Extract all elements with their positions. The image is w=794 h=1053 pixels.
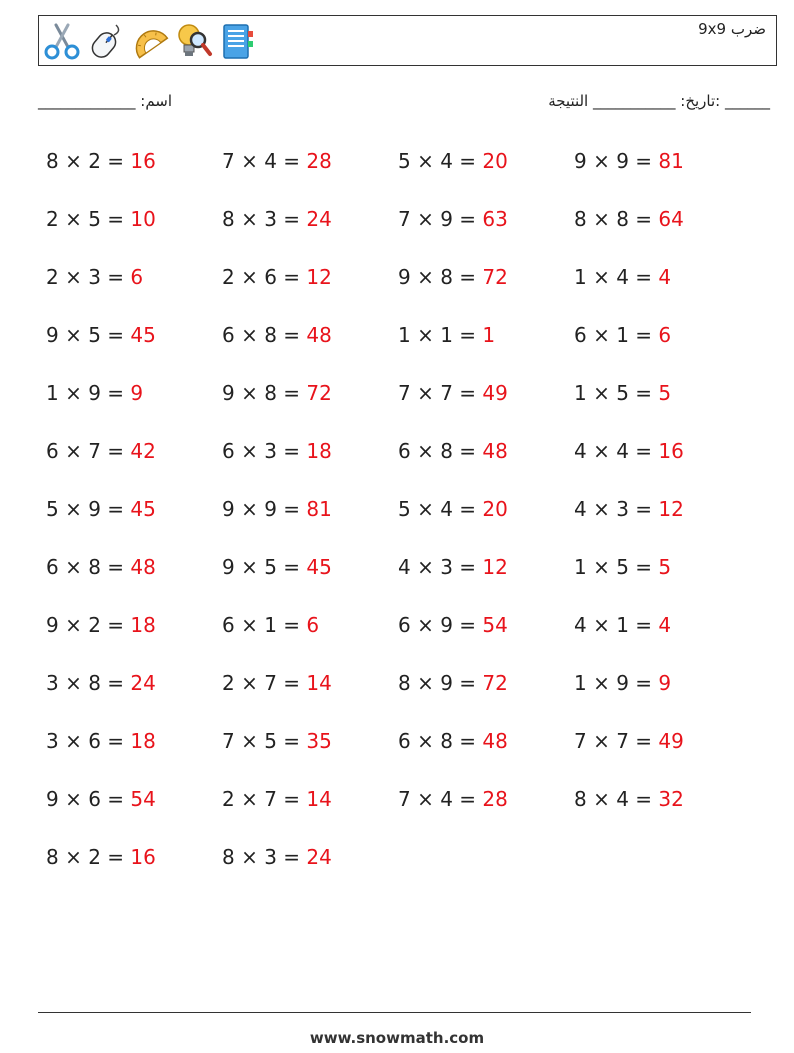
problem-answer: 20: [482, 497, 508, 521]
problem-question: 8 × 3 =: [222, 207, 307, 231]
problem-answer: 64: [658, 207, 684, 231]
problem-question: 3 × 6 =: [46, 729, 131, 753]
problem-question: 6 × 8 =: [398, 439, 483, 463]
footer-url: www.snowmath.com: [309, 1029, 485, 1047]
problem-question: 5 × 4 =: [398, 149, 483, 173]
problem-answer: 24: [130, 671, 156, 695]
problem-answer: 12: [658, 497, 684, 521]
problem-question: 6 × 9 =: [398, 613, 483, 637]
problem-item: [46, 201, 222, 259]
header-icons: [42, 21, 258, 61]
problem-question: 1 × 9 =: [46, 381, 131, 405]
problem-item: [46, 723, 222, 781]
problem-question: 7 × 4 =: [222, 149, 307, 173]
problem-answer: 24: [306, 845, 332, 869]
problem-question: 3 × 8 =: [46, 671, 131, 695]
problem-item: [574, 375, 750, 433]
problem-question: 2 × 5 =: [46, 207, 131, 231]
problem-item: [46, 317, 222, 375]
problem-item: [398, 723, 574, 781]
problem-item: [46, 607, 222, 665]
problem-question: 7 × 4 =: [398, 787, 483, 811]
problem-answer: 45: [306, 555, 332, 579]
problem-answer: 16: [130, 845, 156, 869]
problem-answer: 24: [306, 207, 332, 231]
problem-answer: 14: [306, 787, 332, 811]
problem-item: [574, 433, 750, 491]
problem-question: 2 × 7 =: [222, 671, 307, 695]
problem-answer: 9: [130, 381, 144, 405]
problem-answer: 28: [482, 787, 508, 811]
problem-answer: 72: [306, 381, 332, 405]
problem-item: [222, 317, 398, 375]
problem-answer: 72: [482, 265, 508, 289]
problem-question: 8 × 8 =: [574, 207, 659, 231]
problem-question: 7 × 9 =: [398, 207, 483, 231]
problem-answer: 49: [658, 729, 684, 753]
problem-item: [574, 259, 750, 317]
problem-item: [222, 143, 398, 201]
problem-question: 6 × 8 =: [398, 729, 483, 753]
problem-item: [222, 781, 398, 839]
problem-question: 9 × 9 =: [574, 149, 659, 173]
problem-question: 9 × 2 =: [46, 613, 131, 637]
problem-answer: 9: [658, 671, 672, 695]
problem-item: [222, 259, 398, 317]
problem-answer: 6: [658, 323, 672, 347]
problem-answer: 32: [658, 787, 684, 811]
problem-item: [222, 665, 398, 723]
problem-answer: 81: [658, 149, 684, 173]
problem-item: [398, 549, 574, 607]
worksheet-title: ضرب 9x9: [698, 20, 766, 38]
footer-divider: [38, 1012, 751, 1013]
problem-answer: 45: [130, 323, 156, 347]
problem-answer: 54: [482, 613, 508, 637]
problem-item: [398, 375, 574, 433]
problem-question: 9 × 6 =: [46, 787, 131, 811]
problem-item: [398, 317, 574, 375]
problem-answer: 20: [482, 149, 508, 173]
problem-answer: 5: [658, 381, 672, 405]
problems-grid: [46, 143, 756, 897]
problem-question: 4 × 1 =: [574, 613, 659, 637]
problem-answer: 6: [306, 613, 320, 637]
problem-item: [398, 607, 574, 665]
problem-answer: 18: [306, 439, 332, 463]
worksheet-header: [38, 15, 777, 66]
problem-answer: 48: [482, 439, 508, 463]
problem-answer: 18: [130, 613, 156, 637]
problem-answer: 10: [130, 207, 156, 231]
computer-mouse-icon: [86, 21, 126, 61]
problem-question: 2 × 3 =: [46, 265, 131, 289]
problem-item: [574, 607, 750, 665]
lightbulb-magnifier-icon: [174, 21, 214, 61]
problem-question: 9 × 8 =: [222, 381, 307, 405]
problem-question: 8 × 2 =: [46, 149, 131, 173]
problem-item: [574, 665, 750, 723]
problem-question: 7 × 7 =: [574, 729, 659, 753]
problem-item: [46, 375, 222, 433]
problem-question: 1 × 4 =: [574, 265, 659, 289]
problem-question: 9 × 8 =: [398, 265, 483, 289]
problem-item: [222, 839, 398, 897]
problem-answer: 54: [130, 787, 156, 811]
problem-item: [574, 143, 750, 201]
problem-answer: 81: [306, 497, 332, 521]
problem-item: [574, 549, 750, 607]
problem-question: 9 × 9 =: [222, 497, 307, 521]
problem-question: 5 × 4 =: [398, 497, 483, 521]
problem-answer: 72: [482, 671, 508, 695]
problem-item: [398, 781, 574, 839]
problem-answer: 16: [130, 149, 156, 173]
problem-item: [222, 433, 398, 491]
problem-question: 9 × 5 =: [46, 323, 131, 347]
problem-item: [222, 491, 398, 549]
problem-question: 8 × 2 =: [46, 845, 131, 869]
problem-item: [574, 723, 750, 781]
problem-answer: 48: [306, 323, 332, 347]
problem-question: 8 × 9 =: [398, 671, 483, 695]
problem-question: 2 × 7 =: [222, 787, 307, 811]
problem-question: 6 × 7 =: [46, 439, 131, 463]
problem-item: [46, 491, 222, 549]
problem-item: [222, 723, 398, 781]
name-field-label: _____________ :اسم: [38, 92, 173, 110]
problem-answer: 12: [306, 265, 332, 289]
notebook-icon: [218, 21, 258, 61]
problem-item: [398, 433, 574, 491]
problem-answer: 14: [306, 671, 332, 695]
problem-question: 5 × 9 =: [46, 497, 131, 521]
problem-question: 6 × 8 =: [46, 555, 131, 579]
problem-item: [574, 781, 750, 839]
problem-question: 4 × 4 =: [574, 439, 659, 463]
problem-item: [222, 607, 398, 665]
problem-item: [46, 839, 222, 897]
problem-answer: 12: [482, 555, 508, 579]
problem-item: [398, 259, 574, 317]
problem-answer: 5: [658, 555, 672, 579]
problem-item: [46, 665, 222, 723]
problem-answer: 18: [130, 729, 156, 753]
problem-question: 1 × 1 =: [398, 323, 483, 347]
problem-question: 7 × 5 =: [222, 729, 307, 753]
problem-question: 1 × 5 =: [574, 381, 659, 405]
problem-question: 1 × 5 =: [574, 555, 659, 579]
problem-item: [398, 143, 574, 201]
problem-answer: 35: [306, 729, 332, 753]
problem-answer: 28: [306, 149, 332, 173]
problem-answer: 16: [658, 439, 684, 463]
problem-answer: 49: [482, 381, 508, 405]
problem-item: [574, 491, 750, 549]
problem-answer: 6: [130, 265, 144, 289]
problem-question: 7 × 7 =: [398, 381, 483, 405]
problem-question: 9 × 5 =: [222, 555, 307, 579]
problem-item: [46, 433, 222, 491]
problem-item: [574, 201, 750, 259]
problem-item: [46, 549, 222, 607]
problem-question: 6 × 1 =: [574, 323, 659, 347]
problem-answer: 48: [130, 555, 156, 579]
problem-question: 4 × 3 =: [398, 555, 483, 579]
problem-item: [222, 201, 398, 259]
problem-question: 8 × 4 =: [574, 787, 659, 811]
problem-answer: 45: [130, 497, 156, 521]
problem-answer: 4: [658, 613, 672, 637]
problem-answer: 1: [482, 323, 496, 347]
problem-question: 6 × 8 =: [222, 323, 307, 347]
problem-item: [222, 549, 398, 607]
problem-question: 1 × 9 =: [574, 671, 659, 695]
scissors-icon: [42, 21, 82, 61]
problem-item: [574, 317, 750, 375]
problem-item: [46, 781, 222, 839]
problem-answer: 63: [482, 207, 508, 231]
problem-question: 6 × 3 =: [222, 439, 307, 463]
problem-question: 8 × 3 =: [222, 845, 307, 869]
problem-item: [398, 201, 574, 259]
problem-item: [222, 375, 398, 433]
problem-item: [398, 491, 574, 549]
problem-question: 2 × 6 =: [222, 265, 307, 289]
score-date-field-label: ______ :تاريخ: ___________ النتيجة: [548, 92, 770, 110]
problem-question: 6 × 1 =: [222, 613, 307, 637]
problem-item: [46, 259, 222, 317]
problem-item: [46, 143, 222, 201]
problem-question: 4 × 3 =: [574, 497, 659, 521]
problem-answer: 48: [482, 729, 508, 753]
problem-item: [398, 665, 574, 723]
problem-answer: 42: [130, 439, 156, 463]
protractor-icon: [130, 21, 170, 61]
problem-answer: 4: [658, 265, 672, 289]
